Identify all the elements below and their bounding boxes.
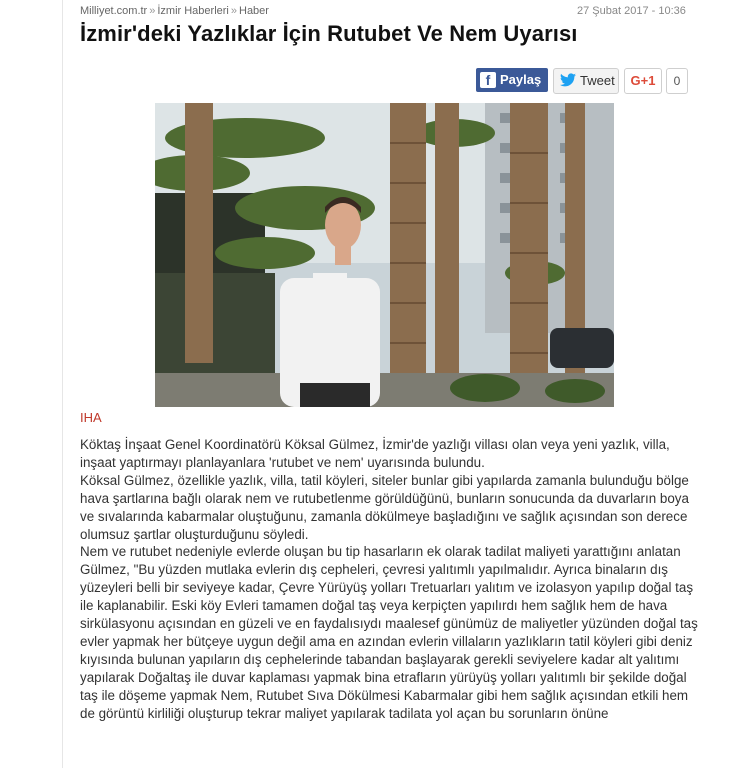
page-title: İzmir'deki Yazlıklar İçin Rutubet Ve Nem Uyarısı	[80, 21, 578, 46]
facebook-icon: f	[480, 72, 496, 88]
google-plus-count: 0	[666, 68, 688, 94]
breadcrumb-separator: »	[149, 5, 156, 17]
breadcrumb-separator: »	[230, 5, 237, 17]
article-paragraph: Nem ve rutubet nedeniyle evlerde oluşan bu tip hasarların ek olarak tadilat maliyeti yarattığını anlatan Gülmez, "Bu yüzden mutlaka evlerin dış cepheleri, çevresi yalıtımlı yapılmalıdır. Ayrıca binaların dış yüzeyleri belli bir seviyeye kadar, Çevre Yürüyüş yolları Tretuarları yalıtım ve izolasyon yapılıp doğal taş ile kaplanabilir. Eski köy Evleri tamamen doğal taş veya kerpiçten yapılırdı hem sağlık hem de hava sirkülasyonu açısından en güzeli ve en faydalısıydı maalesef günümüz de maliyetler yüzünden doğal taş evler yapmak her bütçeye uygun değil ama en azından evlerin villaların yazlıkların tatil köyleri gibi deniz kıyısında bulunan yapıların dış cephelerinde tabandan başlayarak gerekli seviyelere kadar alt yalıtımı yapılarak Doğaltaş ile duvar kaplaması yapmak bina etrafların yürüyüş yolları yalıtımlı bir şekilde doğal taş ile döşeme yapmak Nem, Rutubet Sıva Dökülmesi Kabarmalar gibi hem sağlık açısından etkili hem de görüntü kirliliği oluşturup tekrar maliyet yapılarak tadilata yol açan bu sorunların önüne	[80, 544, 698, 721]
tweet-label: Tweet	[580, 73, 615, 88]
twitter-bird-icon	[560, 73, 576, 87]
google-plus-button[interactable]: G+1	[624, 68, 662, 94]
article-paragraph: Köksal Gülmez, özellikle yazlık, villa, tatil köyleri, siteler bunlar gibi yapılarda zamanla bulunduğu bölge hava şartlarına bağlı olarak nem ve rutubetlenme görüldüğünü, bunların sonucunda da duvarların boya ve sıvalarında kabarmalar oluştuğunu, zamanla dökülmeye başladığını ve sağlık açısından son derece olumsuz şartlar oluşturduğunu söyledi.	[80, 472, 689, 542]
breadcrumb-izmir-link[interactable]: İzmir Haberleri	[157, 5, 229, 17]
left-divider	[62, 0, 63, 768]
facebook-share-button[interactable]	[476, 68, 548, 92]
tweet-button[interactable]	[553, 68, 619, 94]
news-source: IHA	[80, 410, 102, 425]
breadcrumb	[80, 5, 269, 17]
photo-man-among-palm-trees-icon	[155, 103, 614, 407]
article-photo	[155, 103, 614, 407]
facebook-share-label: Paylaş	[500, 72, 542, 87]
article-body	[80, 436, 700, 723]
publish-date: 27 Şubat 2017 - 10:36	[577, 5, 686, 17]
breadcrumb-haber-link[interactable]: Haber	[239, 5, 269, 17]
breadcrumb-home-link[interactable]: Milliyet.com.tr	[80, 5, 148, 17]
article-paragraph: Köktaş İnşaat Genel Koordinatörü Köksal Gülmez, İzmir'de yazlığı villası olan veya yeni yazlık, villa, inşaat yaptırmayı planlayanlara 'rutubet ve nem' uyarısında bulundu.	[80, 437, 670, 470]
